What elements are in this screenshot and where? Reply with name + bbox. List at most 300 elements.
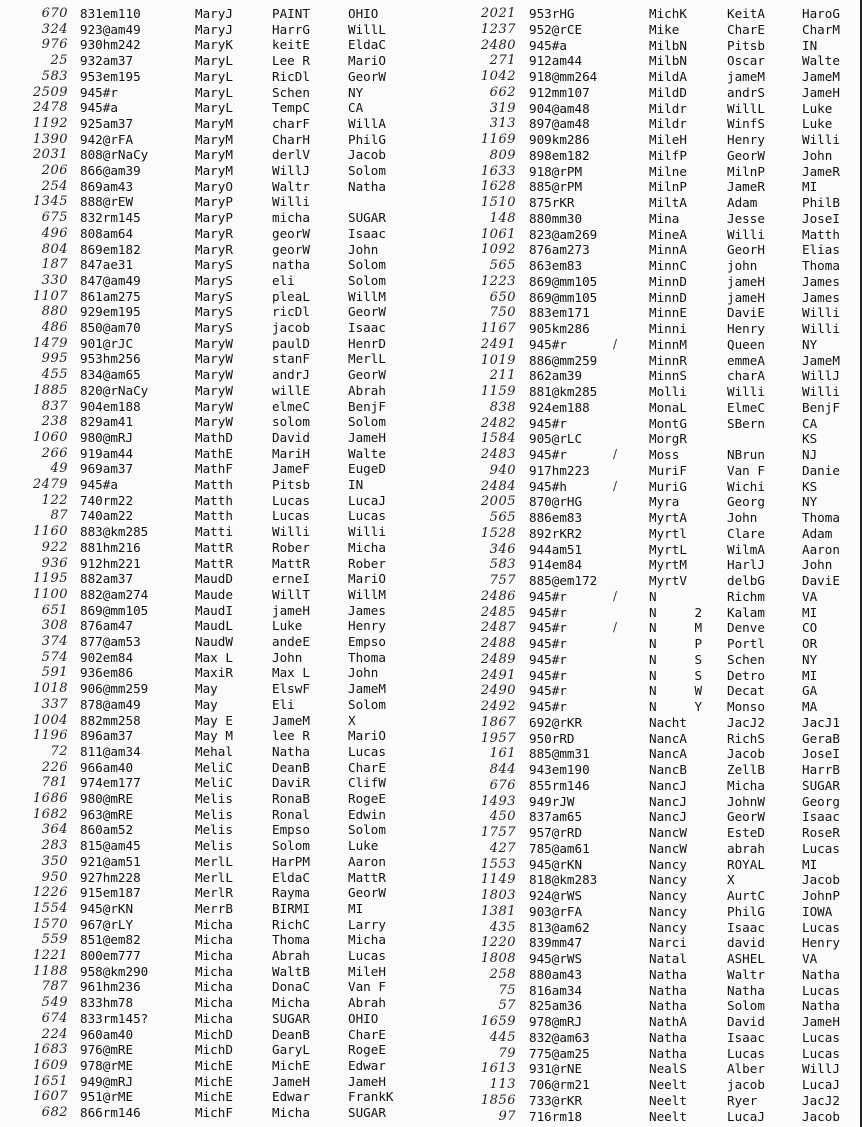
related-name-2: JameR bbox=[802, 163, 840, 179]
related-name-1: micha bbox=[272, 210, 310, 226]
record-code: 945#r bbox=[529, 447, 567, 462]
record-code: 960am40 bbox=[80, 1026, 134, 1042]
list-item bbox=[0, 822, 430, 838]
record-code: 902em84 bbox=[80, 649, 134, 665]
handwritten-number: 2487 bbox=[480, 620, 516, 636]
record-code: 953rHG bbox=[529, 6, 575, 21]
name-field: MaryL bbox=[195, 68, 233, 84]
handwritten-number: 1237 bbox=[480, 21, 516, 37]
handwritten-number: 1528 bbox=[480, 525, 516, 541]
related-name-2: SUGAR bbox=[348, 210, 386, 226]
list-item bbox=[0, 791, 430, 807]
related-name-2: MariO bbox=[348, 571, 386, 587]
list-item bbox=[0, 1027, 430, 1043]
list-item bbox=[431, 164, 862, 180]
related-name-2: Solom bbox=[348, 163, 386, 178]
related-name-1: KeitA bbox=[727, 6, 765, 21]
record-code: 905km286 bbox=[529, 321, 590, 336]
related-name-1: RonaB bbox=[272, 791, 310, 806]
record-code: 869em182 bbox=[80, 241, 141, 257]
list-item bbox=[0, 571, 430, 587]
list-item bbox=[431, 479, 862, 495]
related-name-2: Luke bbox=[348, 838, 379, 854]
handwritten-number: 2478 bbox=[32, 100, 68, 116]
related-name-2: Isaac bbox=[348, 320, 386, 335]
related-name-1: delbG bbox=[727, 573, 765, 588]
record-code: 869am43 bbox=[80, 178, 134, 194]
name-field: MaryW bbox=[195, 367, 233, 383]
handwritten-number: 674 bbox=[41, 1010, 68, 1026]
list-item bbox=[431, 353, 862, 369]
name-field: N Y bbox=[649, 699, 703, 714]
list-item bbox=[0, 932, 430, 948]
list-item bbox=[0, 1089, 430, 1105]
handwritten-number: 2492 bbox=[480, 699, 516, 714]
list-item bbox=[431, 431, 862, 447]
handwritten-number: 1018 bbox=[32, 681, 68, 697]
name-field: NancA bbox=[649, 730, 687, 746]
related-name-1: MichE bbox=[272, 1057, 310, 1073]
list-item bbox=[0, 681, 430, 697]
handwritten-number: 2484 bbox=[480, 478, 516, 494]
list-item bbox=[0, 226, 430, 242]
handwritten-number: 1188 bbox=[32, 963, 68, 979]
record-code: 945#a bbox=[80, 100, 118, 116]
handwritten-number: 496 bbox=[41, 225, 68, 241]
related-name-1: JohnW bbox=[727, 793, 765, 809]
related-name-2: MileH bbox=[348, 963, 386, 979]
related-name-2: Willi bbox=[802, 384, 840, 399]
list-item bbox=[0, 760, 430, 776]
record-code: 808am64 bbox=[80, 225, 134, 241]
related-name-1: Willi bbox=[272, 194, 310, 210]
list-item bbox=[431, 557, 862, 573]
list-item bbox=[0, 461, 430, 477]
related-name-1: jacob bbox=[272, 320, 310, 335]
list-item bbox=[0, 728, 430, 744]
name-field: MyrtV bbox=[649, 573, 687, 588]
handwritten-number: 1867 bbox=[480, 714, 516, 730]
pen-mark: / bbox=[613, 588, 618, 603]
record-code: 961hm236 bbox=[80, 979, 141, 995]
related-name-1: Jacob bbox=[727, 746, 765, 762]
record-code: 945@rKN bbox=[80, 900, 134, 916]
record-code: 892rKR2 bbox=[529, 525, 583, 541]
list-item bbox=[0, 85, 430, 101]
related-name-2: JoseI bbox=[802, 746, 840, 762]
name-field: MaryM bbox=[195, 115, 233, 131]
handwritten-number: 583 bbox=[489, 557, 516, 573]
related-name-2: MariO bbox=[348, 53, 386, 69]
name-field: MontG bbox=[649, 415, 687, 431]
handwritten-number: 1957 bbox=[480, 730, 516, 746]
record-code: 945#r bbox=[529, 651, 567, 667]
record-code: 925am37 bbox=[80, 115, 134, 131]
related-name-2: MattR bbox=[348, 869, 386, 885]
handwritten-number: 72 bbox=[50, 743, 68, 759]
handwritten-number: 1196 bbox=[32, 728, 68, 744]
record-code: 919am44 bbox=[80, 445, 134, 461]
name-field: Nancy bbox=[649, 856, 687, 872]
list-item bbox=[431, 384, 862, 400]
related-name-1: Isaac bbox=[727, 1029, 765, 1045]
name-field: MaryL bbox=[195, 53, 233, 69]
record-code: 882am37 bbox=[80, 571, 134, 587]
list-item bbox=[0, 775, 430, 791]
list-item bbox=[431, 605, 862, 621]
name-field: Micha bbox=[195, 963, 233, 979]
handwritten-number: 450 bbox=[489, 809, 516, 825]
record-code: 945#a bbox=[529, 37, 567, 53]
handwritten-number: 283 bbox=[41, 838, 68, 854]
related-name-1: Rober bbox=[272, 539, 310, 555]
record-code: 967@rLY bbox=[80, 916, 134, 932]
related-name-1: Pitsb bbox=[272, 477, 310, 492]
handwritten-number: 1060 bbox=[32, 429, 68, 445]
name-field: MeliC bbox=[195, 775, 233, 791]
related-name-1: Max L bbox=[272, 665, 310, 681]
record-code: 866rm146 bbox=[80, 1105, 141, 1120]
related-name-1: charF bbox=[272, 115, 310, 131]
record-code: 912hm221 bbox=[80, 555, 141, 571]
record-code: 945#r bbox=[529, 604, 567, 620]
related-name-1: Oscar bbox=[727, 53, 765, 69]
list-item bbox=[0, 69, 430, 85]
name-field: Melis bbox=[195, 806, 233, 822]
list-item bbox=[431, 951, 862, 967]
record-code: 851@em82 bbox=[80, 932, 141, 948]
related-name-2: James bbox=[802, 289, 840, 305]
handwritten-number: 1682 bbox=[32, 806, 68, 822]
handwritten-number: 1803 bbox=[480, 888, 516, 903]
list-item bbox=[431, 85, 862, 101]
related-name-1: HarPM bbox=[272, 853, 310, 869]
name-field: MattR bbox=[195, 539, 233, 555]
list-item bbox=[0, 53, 430, 69]
related-name-1: erneI bbox=[272, 571, 310, 587]
related-name-1: WillL bbox=[727, 100, 765, 116]
record-code: 953em195 bbox=[80, 68, 141, 84]
list-item bbox=[431, 305, 862, 321]
list-item bbox=[431, 400, 862, 416]
record-code: 855rm146 bbox=[529, 777, 590, 793]
related-name-1: ElswF bbox=[272, 681, 310, 697]
related-name-1: David bbox=[727, 1014, 765, 1029]
name-field: Micha bbox=[195, 948, 233, 963]
list-item bbox=[0, 854, 430, 870]
related-name-1: WinfS bbox=[727, 116, 765, 132]
related-name-2: JoseI bbox=[802, 210, 840, 226]
record-code: 880mm30 bbox=[529, 210, 583, 226]
name-field: MaryS bbox=[195, 304, 233, 320]
record-code: 882@am274 bbox=[80, 586, 149, 602]
list-item bbox=[0, 838, 430, 854]
list-item bbox=[0, 1074, 430, 1090]
list-item bbox=[431, 195, 862, 211]
related-name-2: WillL bbox=[348, 21, 386, 37]
record-code: 847ae31 bbox=[80, 257, 134, 273]
related-name-1: andrS bbox=[727, 84, 765, 100]
related-name-2: WillM bbox=[348, 586, 386, 602]
name-field: Nancy bbox=[649, 903, 687, 919]
list-item bbox=[431, 526, 862, 542]
record-code: 860am52 bbox=[80, 822, 134, 838]
record-code: 862am39 bbox=[529, 368, 583, 384]
record-code: 952@rCE bbox=[529, 21, 583, 37]
name-field: Matth bbox=[195, 477, 233, 492]
related-name-2: Walte bbox=[348, 445, 386, 461]
related-name-2: Willi bbox=[348, 524, 386, 540]
handwritten-number: 79 bbox=[498, 1045, 516, 1061]
record-code: 834@am65 bbox=[80, 367, 141, 383]
name-field: N P bbox=[649, 636, 703, 651]
handwritten-number: 2031 bbox=[32, 147, 68, 163]
list-item bbox=[0, 100, 430, 116]
list-item bbox=[431, 872, 862, 888]
record-code: 978@mRJ bbox=[529, 1014, 583, 1029]
name-field: MinnC bbox=[649, 258, 687, 273]
record-code: 909km286 bbox=[529, 132, 590, 147]
related-name-2: JameM bbox=[802, 69, 840, 84]
related-name-1: Richm bbox=[727, 588, 765, 604]
name-field: MinnE bbox=[649, 305, 687, 321]
related-name-2: CharE bbox=[348, 1026, 386, 1042]
name-field: MaxiR bbox=[195, 665, 233, 681]
name-field: Neelt bbox=[649, 1077, 687, 1092]
related-name-2: Natha bbox=[802, 966, 840, 982]
record-code: 829am41 bbox=[80, 414, 134, 430]
related-name-2: PhilB bbox=[802, 195, 840, 210]
list-item bbox=[0, 257, 430, 273]
list-item bbox=[431, 1030, 862, 1046]
handwritten-number: 2489 bbox=[480, 651, 516, 667]
related-name-1: Henry bbox=[727, 132, 765, 147]
name-field: N bbox=[649, 588, 657, 604]
record-code: 931@rNE bbox=[529, 1061, 583, 1077]
record-code: 904em188 bbox=[80, 398, 141, 414]
handwritten-number: 1381 bbox=[480, 903, 516, 919]
name-field: May bbox=[195, 696, 218, 712]
name-field: MaryS bbox=[195, 320, 233, 335]
name-field: MineA bbox=[649, 226, 687, 242]
handwritten-number: 122 bbox=[41, 492, 68, 508]
related-name-2: BenjF bbox=[348, 398, 386, 414]
related-name-1: Clare bbox=[727, 525, 765, 541]
related-name-2: Larry bbox=[348, 916, 386, 932]
related-name-2: FrankK bbox=[348, 1089, 394, 1105]
related-name-1: eli bbox=[272, 272, 295, 288]
related-name-2: EldaC bbox=[348, 37, 386, 53]
list-item bbox=[431, 337, 862, 353]
handwritten-number: 1607 bbox=[32, 1089, 68, 1105]
record-code: 905@rLC bbox=[529, 431, 583, 447]
related-name-2: JameH bbox=[348, 1073, 386, 1089]
name-field: Matti bbox=[195, 524, 233, 540]
name-field: Nacht bbox=[649, 714, 687, 730]
related-name-2: Jacob bbox=[348, 147, 386, 163]
handwritten-number: 187 bbox=[41, 257, 68, 273]
handwritten-number: 922 bbox=[41, 539, 68, 555]
record-code: 945#r bbox=[529, 588, 567, 604]
handwritten-number: 2490 bbox=[480, 683, 516, 699]
pen-mark: / bbox=[613, 620, 618, 635]
related-name-1: Monso bbox=[727, 699, 765, 714]
related-name-2: Aaron bbox=[348, 853, 386, 869]
related-name-1: Kalam bbox=[727, 604, 765, 620]
related-name-1: LucaJ bbox=[727, 1108, 765, 1124]
related-name-2: Elias bbox=[802, 242, 840, 258]
related-name-1: SBern bbox=[727, 415, 765, 431]
related-name-1: PhilG bbox=[727, 903, 765, 919]
list-item bbox=[0, 697, 430, 713]
list-item bbox=[0, 979, 430, 995]
record-code: 945#h bbox=[529, 478, 567, 494]
record-code: 953hm256 bbox=[80, 351, 141, 367]
name-field: MaryR bbox=[195, 225, 233, 241]
list-item bbox=[0, 524, 430, 540]
record-code: 945#r bbox=[529, 636, 567, 651]
record-code: 740am22 bbox=[80, 508, 134, 524]
list-item bbox=[0, 163, 430, 179]
record-code: 832rm145 bbox=[80, 210, 141, 226]
list-item bbox=[431, 274, 862, 290]
handwritten-number: 1633 bbox=[480, 163, 516, 179]
list-item bbox=[0, 885, 430, 901]
related-name-1: ZellB bbox=[727, 762, 765, 777]
related-name-2: Lucas bbox=[348, 948, 386, 963]
name-field: MaryR bbox=[195, 241, 233, 257]
record-code: 881hm216 bbox=[80, 539, 141, 555]
handwritten-number: 995 bbox=[41, 351, 68, 367]
related-name-1: Natha bbox=[727, 982, 765, 998]
related-name-2: Micha bbox=[348, 932, 386, 948]
record-code: 785@am61 bbox=[529, 840, 590, 856]
record-code: 932am37 bbox=[80, 53, 134, 69]
record-code: 945#r bbox=[529, 415, 567, 431]
name-field: MilbN bbox=[649, 37, 687, 53]
related-name-2: Willi bbox=[802, 305, 840, 321]
handwritten-number: 1683 bbox=[32, 1042, 68, 1058]
handwritten-number: 880 bbox=[41, 304, 68, 320]
list-item bbox=[431, 211, 862, 227]
name-field: MaryL bbox=[195, 84, 233, 100]
name-field: Micha bbox=[195, 932, 233, 948]
list-item bbox=[431, 699, 862, 715]
name-field: Mina bbox=[649, 210, 680, 226]
list-item bbox=[431, 321, 862, 337]
record-code: 966am40 bbox=[80, 759, 134, 775]
handwritten-number: 211 bbox=[489, 368, 516, 384]
record-code: 885@em172 bbox=[529, 573, 598, 588]
name-field: MathF bbox=[195, 461, 233, 477]
handwritten-number: 1149 bbox=[480, 872, 516, 888]
handwritten-number: 271 bbox=[489, 53, 516, 69]
list-item bbox=[431, 683, 862, 699]
related-name-1: Waltr bbox=[727, 966, 765, 982]
name-field: Natal bbox=[649, 951, 687, 966]
list-item bbox=[0, 116, 430, 132]
name-field: MaudD bbox=[195, 571, 233, 587]
related-name-1: WillT bbox=[272, 586, 310, 602]
related-name-2: CO bbox=[802, 620, 818, 636]
name-field: Narci bbox=[649, 935, 687, 951]
related-name-1: emmeA bbox=[727, 352, 765, 368]
list-item bbox=[431, 762, 862, 778]
related-name-2: NY bbox=[802, 651, 818, 667]
related-name-2: DaviE bbox=[802, 573, 840, 588]
related-name-2: NY bbox=[348, 84, 364, 100]
related-name-2: JameH bbox=[348, 429, 386, 445]
list-item bbox=[431, 1109, 862, 1125]
related-name-2: Solom bbox=[348, 257, 386, 273]
handwritten-number: 364 bbox=[41, 822, 68, 838]
handwritten-number: 1613 bbox=[480, 1061, 516, 1077]
name-field: MaryS bbox=[195, 288, 233, 304]
handwritten-number: 1510 bbox=[480, 195, 516, 210]
record-code: 706@rm21 bbox=[529, 1077, 590, 1092]
name-field: Myrtl bbox=[649, 525, 687, 541]
related-name-2: Aaron bbox=[802, 541, 840, 557]
related-name-1: Alber bbox=[727, 1061, 765, 1077]
related-name-2: GeorW bbox=[348, 68, 386, 84]
list-item bbox=[0, 744, 430, 760]
list-item bbox=[0, 650, 430, 666]
name-field: Melis bbox=[195, 822, 233, 838]
list-item bbox=[0, 414, 430, 430]
handwritten-number: 1570 bbox=[32, 916, 68, 932]
related-name-1: EldaC bbox=[272, 869, 310, 885]
record-code: 945#r bbox=[529, 683, 567, 699]
related-name-1: Rayma bbox=[272, 885, 310, 901]
name-field: MaryW bbox=[195, 382, 233, 398]
name-field: MerlL bbox=[195, 853, 233, 869]
related-name-1: BIRMI bbox=[272, 900, 310, 916]
handwritten-number: 1100 bbox=[32, 586, 68, 602]
name-field: MinnD bbox=[649, 289, 687, 305]
related-name-2: John bbox=[802, 557, 833, 573]
handwritten-number: 2485 bbox=[480, 604, 516, 620]
name-field: Natha bbox=[649, 1045, 687, 1061]
related-name-2: Walte bbox=[802, 53, 840, 69]
list-item bbox=[0, 807, 430, 823]
name-field: NancJ bbox=[649, 777, 687, 793]
list-item bbox=[431, 668, 862, 684]
name-field: N W bbox=[649, 683, 703, 699]
record-code: 945#r bbox=[529, 699, 567, 714]
related-name-1: Edwar bbox=[272, 1089, 310, 1105]
related-name-1: MilnP bbox=[727, 163, 765, 179]
list-item bbox=[0, 917, 430, 933]
record-code: 833rm145? bbox=[80, 1010, 149, 1026]
list-item bbox=[0, 210, 430, 226]
name-field: MattR bbox=[195, 555, 233, 571]
related-name-2: Matth bbox=[802, 226, 840, 242]
record-code: 861am275 bbox=[80, 288, 141, 304]
handwritten-number: 2486 bbox=[480, 588, 516, 604]
related-name-1: PAINT bbox=[272, 6, 310, 21]
list-item bbox=[431, 53, 862, 69]
record-code: 886@mm259 bbox=[529, 352, 598, 368]
handwritten-number: 1042 bbox=[480, 69, 516, 84]
record-code: 945@rWS bbox=[529, 951, 583, 966]
record-code: 945#r bbox=[529, 620, 567, 636]
record-code: 896am37 bbox=[80, 728, 134, 744]
list-item bbox=[431, 1046, 862, 1062]
related-name-1: Henry bbox=[727, 321, 765, 336]
name-field: MildA bbox=[649, 69, 687, 84]
list-item bbox=[0, 289, 430, 305]
record-code: 839mm47 bbox=[529, 935, 583, 951]
